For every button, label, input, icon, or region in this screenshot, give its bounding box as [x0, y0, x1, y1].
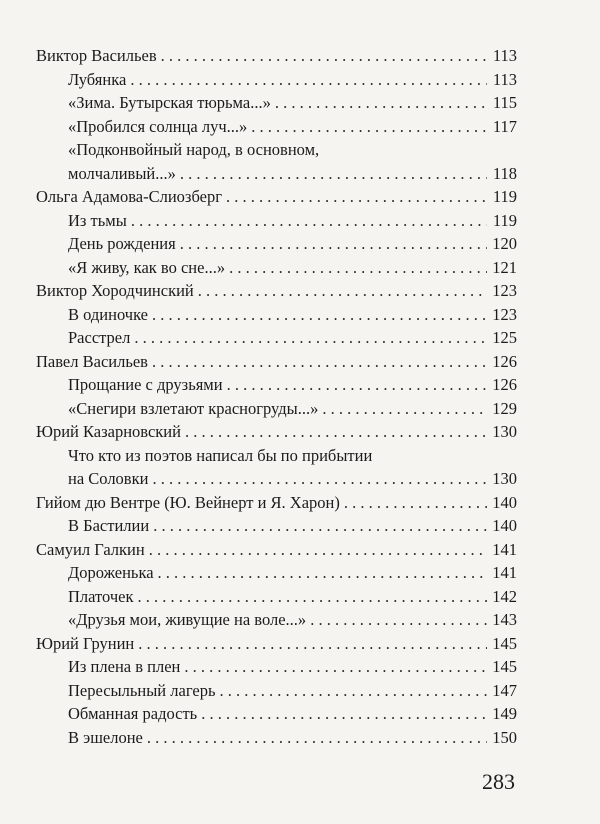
toc-entry-page: 147 [492, 680, 517, 700]
toc-entry-title: «Зима. Бутырская тюрьма...» [68, 93, 271, 112]
toc-poem-entry [36, 256, 517, 280]
toc-entry-page: 141 [492, 563, 517, 582]
toc-entry-line [36, 420, 517, 444]
toc-entry-line [36, 538, 517, 562]
toc-entry-page: 119 [492, 187, 517, 206]
toc-entry-title: В Бастилии [68, 516, 150, 535]
dot-leader [180, 162, 487, 186]
toc-entry-line [68, 655, 517, 679]
dot-leader [152, 303, 487, 327]
toc-poem-entry [36, 138, 517, 185]
toc-poem-entry [36, 726, 517, 750]
toc-entry-title: Лубянка [68, 69, 127, 89]
toc-entry-line [68, 514, 517, 538]
toc-entry-line [68, 561, 517, 585]
dot-leader [201, 702, 487, 726]
toc-entry-page: 145 [492, 633, 517, 653]
toc-entry-page: 129 [492, 398, 517, 418]
toc-poem-entry [36, 585, 517, 609]
toc-author-entry [36, 420, 517, 444]
toc-entry-page: 120 [492, 234, 517, 253]
toc-entry-title: Самуил Галкин [36, 539, 145, 559]
toc-entry-page: 140 [492, 516, 517, 535]
toc-entry-title: Пересыльный лагерь [68, 680, 216, 700]
toc-entry-page: 126 [492, 375, 517, 394]
toc-entry-page: 130 [492, 422, 517, 441]
toc-poem-entry [36, 68, 517, 92]
toc-entry-line [68, 256, 517, 280]
toc-entry-page: 142 [492, 586, 517, 606]
toc-entry-line [68, 115, 517, 139]
dot-leader [275, 91, 487, 115]
toc-entry-title: «Я живу, как во сне...» [68, 257, 226, 277]
dot-leader [147, 726, 487, 750]
toc-entry-line [68, 608, 517, 632]
toc-poem-entry [36, 514, 517, 538]
toc-entry-title-first-line: Что кто из поэтов написал бы по прибытии [68, 445, 373, 465]
dot-leader [149, 538, 487, 562]
dot-leader [152, 350, 487, 374]
page-number: 283 [482, 769, 515, 794]
toc-poem-entry [36, 115, 517, 139]
toc-poem-entry [36, 326, 517, 350]
dot-leader [130, 68, 487, 92]
dot-leader [134, 326, 487, 350]
toc-poem-entry [36, 303, 517, 327]
toc-entry-line [68, 467, 517, 491]
toc-poem-entry [36, 655, 517, 679]
toc-entry-line [36, 632, 517, 656]
toc-author-entry [36, 632, 517, 656]
toc-author-entry [36, 491, 517, 515]
dot-leader [152, 467, 487, 491]
toc-entry-page: 145 [492, 657, 517, 676]
toc-entry-line [68, 585, 517, 609]
toc-entry-title: молчаливый...» [68, 163, 176, 183]
toc-entry-title: В одиночке [68, 304, 149, 324]
toc-entry-title: Из тьмы [68, 210, 127, 230]
toc-entry-line [68, 326, 517, 350]
toc-entry-title: День рождения [68, 234, 176, 253]
toc-entry-line [68, 209, 517, 233]
toc-entry-page: 113 [492, 46, 517, 65]
toc-entry-title: Виктор Хородчинский [36, 281, 194, 300]
dot-leader [185, 420, 487, 444]
toc-entry-title: Павел Васильев [36, 351, 148, 371]
toc-entry-line [36, 44, 517, 68]
toc-poem-entry [36, 91, 517, 115]
toc-author-entry [36, 538, 517, 562]
toc-poem-entry [36, 232, 517, 256]
toc-entry-page: 150 [492, 727, 517, 747]
toc-entry-line [68, 162, 517, 186]
dot-leader [251, 115, 487, 139]
toc-author-entry [36, 44, 517, 68]
toc-entry-page: 117 [492, 116, 517, 136]
dot-leader [184, 655, 487, 679]
dot-leader [344, 491, 487, 515]
toc-poem-entry [36, 702, 517, 726]
dot-leader [161, 44, 487, 68]
toc-entry-line [68, 679, 517, 703]
dot-leader [227, 373, 487, 397]
toc-entry-title: «Пробился солнца луч...» [68, 116, 248, 136]
toc-entry-page: 130 [492, 469, 517, 488]
toc-entry-title: Платочек [68, 586, 134, 606]
dot-leader [131, 209, 487, 233]
toc-entry-page: 123 [492, 304, 517, 324]
table-of-contents [36, 44, 517, 749]
toc-entry-page: 143 [492, 610, 517, 629]
toc-entry-page: 140 [492, 492, 517, 512]
toc-entry-page: 141 [492, 539, 517, 559]
toc-entry-line [36, 491, 517, 515]
toc-entry-page: 125 [492, 328, 517, 347]
toc-entry-line [68, 397, 517, 421]
dot-leader [310, 608, 487, 632]
toc-entry-line [68, 303, 517, 327]
toc-entry-line [68, 232, 517, 256]
dot-leader [198, 279, 487, 303]
toc-entry-line [68, 726, 517, 750]
toc-poem-entry [36, 679, 517, 703]
toc-entry-page: 113 [492, 69, 517, 89]
toc-entry-line [36, 279, 517, 303]
toc-entry-line [36, 185, 517, 209]
toc-entry-page: 121 [492, 257, 517, 277]
toc-poem-entry [36, 608, 517, 632]
toc-entry-title: Юрий Казарновский [36, 422, 181, 441]
toc-entry-page: 149 [492, 704, 517, 723]
dot-leader [138, 632, 487, 656]
toc-entry-title: Гийом дю Вентре (Ю. Вейнерт и Я. Харон) [36, 492, 340, 512]
toc-entry-page: 115 [492, 93, 517, 112]
toc-entry-line [68, 91, 517, 115]
toc-entry-title: на Соловки [68, 469, 149, 488]
toc-entry-title: В эшелоне [68, 727, 143, 747]
toc-entry-title-first-line: «Подконвойный народ, в основном, [68, 140, 320, 159]
dot-leader [180, 232, 487, 256]
toc-entry-title: Виктор Васильев [36, 46, 157, 65]
toc-entry-page: 123 [492, 281, 517, 300]
toc-entry-page: 118 [492, 163, 517, 183]
dot-leader [229, 256, 487, 280]
dot-leader [138, 585, 487, 609]
toc-entry-title: Дороженька [68, 563, 154, 582]
toc-entry-page: 126 [492, 351, 517, 371]
toc-entry-title: «Друзья мои, живущие на воле...» [68, 610, 307, 629]
toc-entry-page: 119 [492, 210, 517, 230]
dot-leader [219, 679, 487, 703]
toc-entry-line [68, 702, 517, 726]
dot-leader [153, 514, 487, 538]
dot-leader [322, 397, 487, 421]
toc-author-entry [36, 185, 517, 209]
toc-author-entry [36, 279, 517, 303]
dot-leader [158, 561, 487, 585]
toc-entry-title: Из плена в плен [68, 657, 181, 676]
toc-poem-entry [36, 444, 517, 491]
toc-poem-entry [36, 561, 517, 585]
toc-entry-title: Обманная радость [68, 704, 198, 723]
toc-poem-entry [36, 209, 517, 233]
toc-poem-entry [36, 397, 517, 421]
toc-entry-title: Юрий Грунин [36, 633, 135, 653]
toc-entry-title: Прощание с друзьями [68, 375, 223, 394]
toc-entry-line [68, 68, 517, 92]
toc-author-entry [36, 350, 517, 374]
dot-leader [226, 185, 487, 209]
toc-entry-line [68, 373, 517, 397]
toc-entry-title: Расстрел [68, 328, 131, 347]
toc-entry-line [36, 350, 517, 374]
toc-entry-title: Ольга Адамова-Слиозберг [36, 187, 222, 206]
toc-poem-entry [36, 373, 517, 397]
toc-entry-title: «Снегири взлетают красногруды...» [68, 398, 319, 418]
